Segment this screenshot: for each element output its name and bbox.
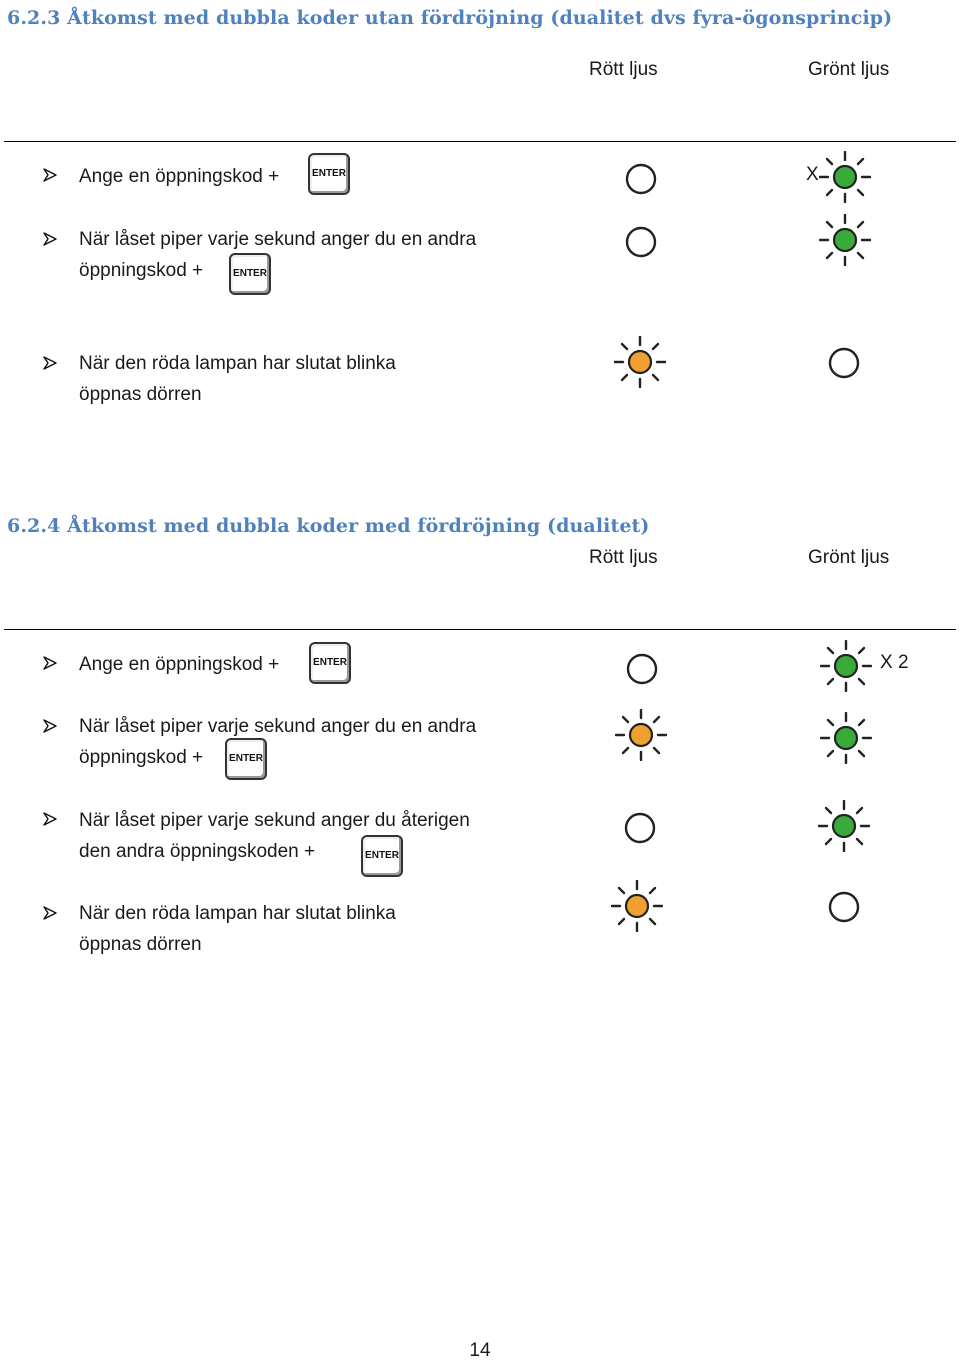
red-light-on-icon [611,880,663,932]
red-light-off-icon [616,643,668,695]
section-heading-623: 6.2.3 Åtkomst med dubbla koder utan fördröjning (dualitet dvs fyra-ögonsprincip) [7,7,893,29]
repeat-mark: X 2 [880,652,909,673]
step-text-continued: öppnas dörren [79,384,202,405]
bullet-arrow-icon [42,811,58,827]
bullet-arrow-icon [42,655,58,671]
green-light-on-icon [818,800,870,852]
green-light-off-icon [818,337,870,389]
bullet-arrow-icon [42,231,58,247]
bullet-arrow-icon [42,355,58,371]
step-text: När den röda lampan har slutat blinka [79,353,396,374]
green-light-on-icon [820,712,872,764]
column-header-red-light: Rött ljus [589,59,658,80]
bullet-arrow-icon [42,718,58,734]
enter-key-icon: ENTER [229,253,271,295]
step-text: När den röda lampan har slutat blinka [79,903,396,924]
table-divider [4,629,956,630]
step-text: Ange en öppningskod + [79,166,280,187]
enter-key-icon: ENTER [309,642,351,684]
enter-key-icon: ENTER [225,738,267,780]
step-text-continued: öppnas dörren [79,934,202,955]
enter-key-icon: ENTER [361,835,403,877]
green-light-on-icon [819,214,871,266]
enter-key-icon: ENTER [308,153,350,195]
bullet-arrow-icon [42,905,58,921]
step-text: Ange en öppningskod + [79,654,280,675]
table-divider [4,141,956,142]
section-heading-624: 6.2.4 Åtkomst med dubbla koder med fördröjning (dualitet) [7,515,650,537]
step-text: När låset piper varje sekund anger du en andra [79,229,477,250]
column-header-green-light: Grönt ljus [808,547,890,568]
step-text-continued: öppningskod + [79,260,204,281]
red-light-on-icon [614,336,666,388]
green-light-on-icon [819,151,871,203]
column-header-red-light: Rött ljus [589,547,658,568]
red-light-off-icon [614,802,666,854]
red-light-on-icon [615,709,667,761]
page-number: 14 [469,1340,491,1361]
green-light-off-icon [818,881,870,933]
step-text: När låset piper varje sekund anger du återigen [79,810,470,831]
bullet-arrow-icon [42,167,58,183]
step-text-continued: öppningskod + [79,747,204,768]
red-light-off-icon [615,216,667,268]
step-text-continued: den andra öppningskoden + [79,841,316,862]
repeat-mark: X [806,164,819,185]
red-light-off-icon [615,153,667,205]
column-header-green-light: Grönt ljus [808,59,890,80]
green-light-on-icon [820,640,872,692]
step-text: När låset piper varje sekund anger du en andra [79,716,477,737]
